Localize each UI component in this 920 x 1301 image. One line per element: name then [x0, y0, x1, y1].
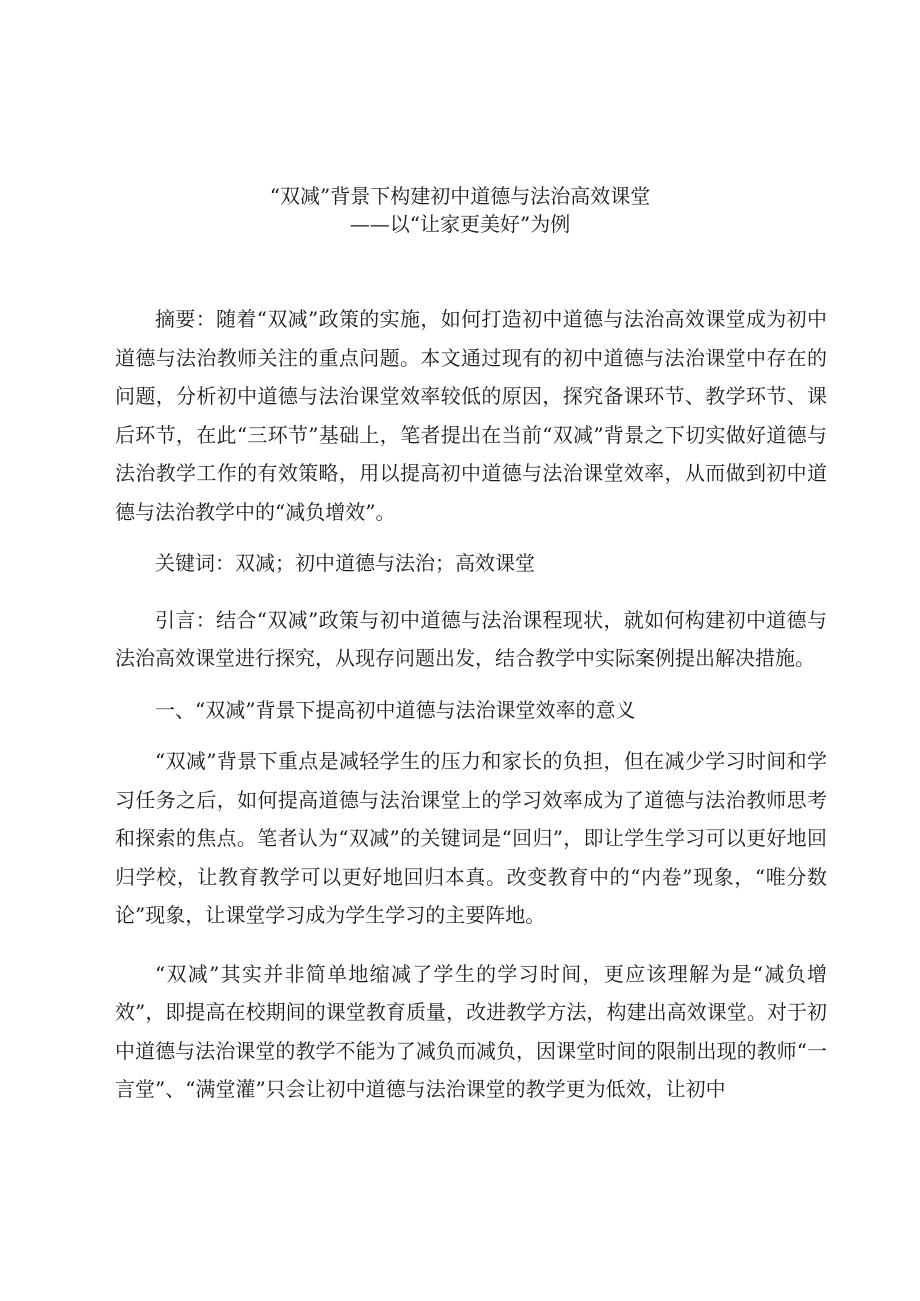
keywords-line: 关键词：双减；初中道德与法治；高效课堂	[155, 551, 535, 575]
document-body	[115, 300, 827, 1109]
body-paragraph: “双减”其实并非简单地缩减了学生的学习时间，更应该理解为是“减负增效”，即提高在校期间的课堂教育质量，改进教学方法，构建出高效课堂。对于初中道德与法治课堂的教学不能为了减负而减负，因课堂时间的限制出现的教师“一言堂”、“满堂灌”只会让初中道德与法治课堂的教学更为低效，让初中	[115, 961, 827, 1101]
introduction-paragraph: 引言：结合“双减”政策与初中道德与法治课程现状，就如何构建初中道德与法治高效课堂进行探究，从现存问题出发，结合教学中实际案例提出解决措施。	[115, 607, 827, 670]
document-title: “双减”背景下构建初中道德与法治高效课堂	[269, 184, 651, 208]
section-heading: 一、“双减”背景下提高初中道德与法治课堂效率的意义	[155, 697, 636, 722]
title-block	[0, 182, 920, 238]
document-subtitle: ——以“让家更美好”为例	[349, 212, 571, 236]
body-paragraph: “双减”背景下重点是减轻学生的压力和家长的负担，但在减少学习时间和学习任务之后，如何提高道德与法治课堂上的学习效率成为了道德与法治教师思考和探索的焦点。笔者认为“双减”的关键词是“回归”，即让学生学习可以更好地回归学校，让教育教学可以更好地回归本真。改变教育中的“内卷”现象，“唯分数论”现象，让课堂学习成为学生学习的主要阵地。	[115, 749, 827, 927]
abstract-paragraph: 摘要：随着“双减”政策的实施，如何打造初中道德与法治高效课堂成为初中道德与法治教师关注的重点问题。本文通过现有的初中道德与法治课堂中存在的问题，分析初中道德与法治课堂效率较低的原因，探究备课环节、教学环节、课后环节，在此“三环节”基础上，笔者提出在当前“双减”背景之下切实做好道德与法治教学工作的有效策略，用以提高初中道德与法治课堂效率，从而做到初中道德与法治教学中的“减负增效”。	[115, 307, 827, 524]
